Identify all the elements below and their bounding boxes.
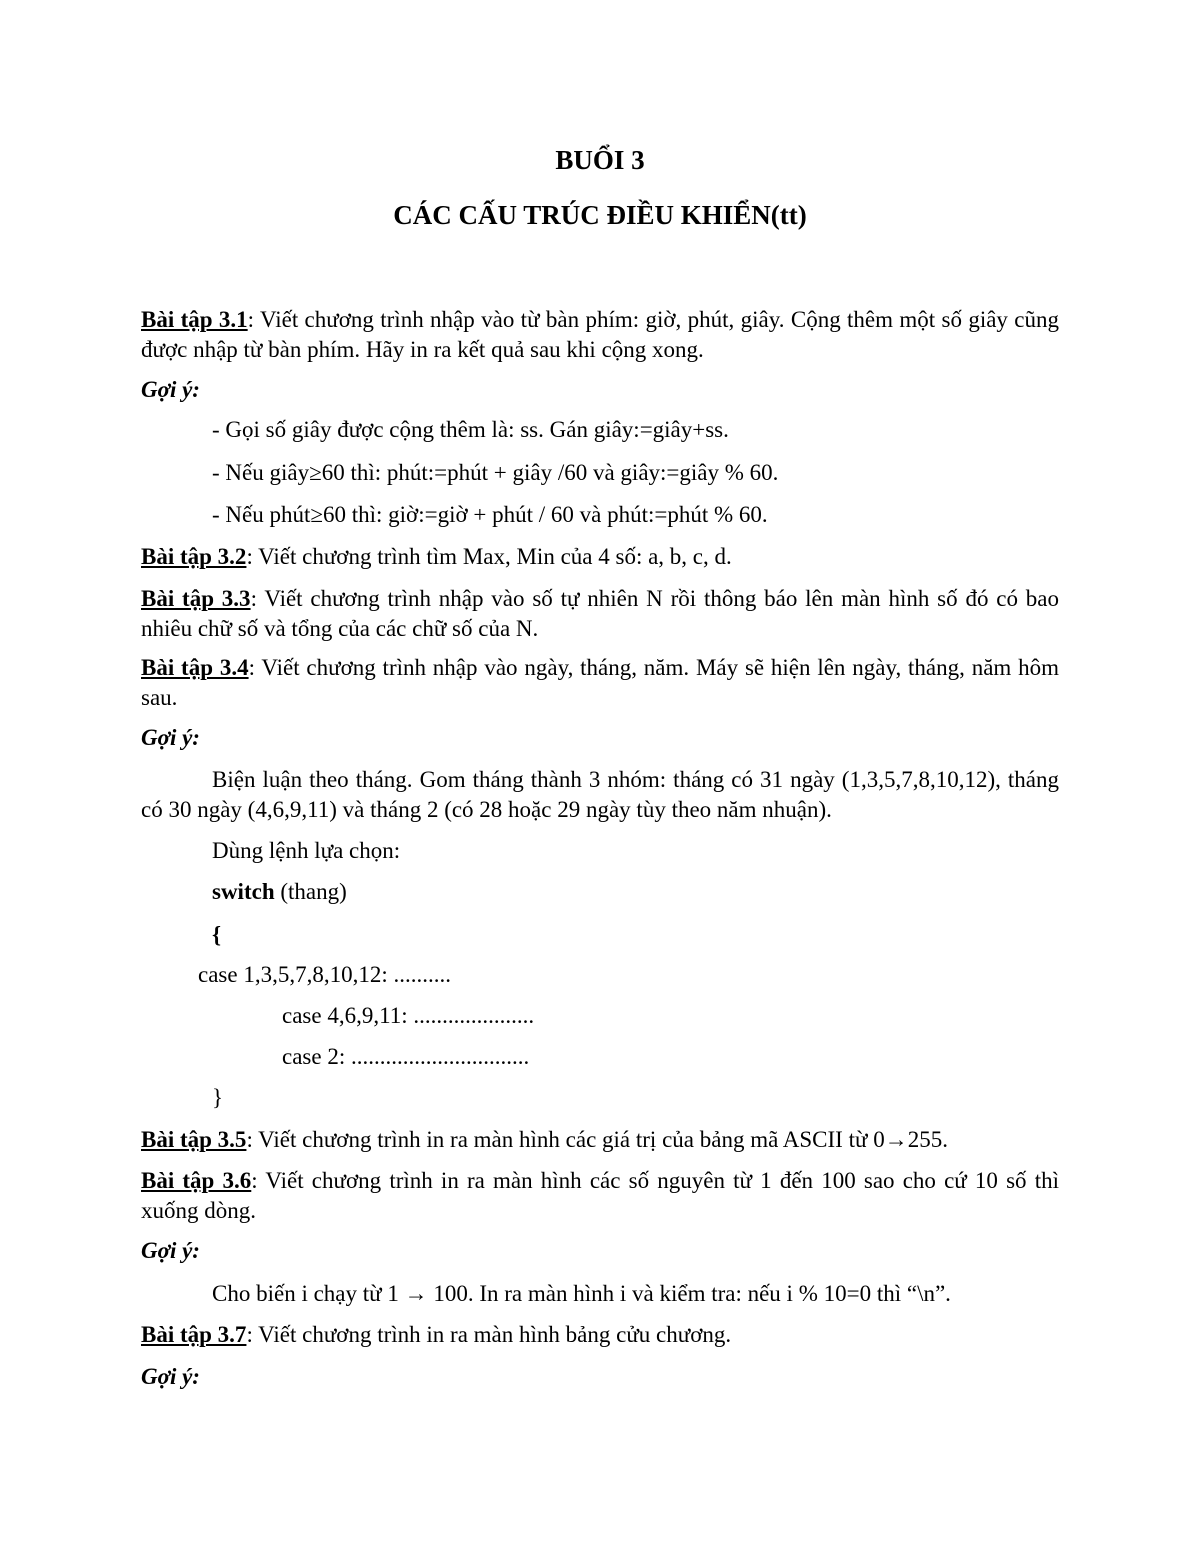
exercise-3-2 <box>141 542 732 572</box>
exercise-label: Bài tập 3.6 <box>141 1168 252 1193</box>
exercise-label: Bài tập 3.1 <box>141 307 248 332</box>
code-switch-line <box>212 877 347 907</box>
hint-label: Gợi ý: <box>141 725 200 750</box>
code-brace-open: { <box>212 922 222 947</box>
hint-use-command: Dùng lệnh lựa chọn: <box>212 838 401 863</box>
exercise-3-1 <box>141 305 1059 365</box>
hint-label: Gợi ý: <box>141 1238 200 1263</box>
hint-item: - Gọi số giây được cộng thêm là: ss. Gán giây:=giây+ss. <box>212 417 729 442</box>
page-subtitle: CÁC CẤU TRÚC ĐIỀU KHIỂN(tt) <box>393 200 807 230</box>
exercise-3-4 <box>141 653 1059 713</box>
hint-text: Cho biến i chạy từ 1 → 100. In ra màn hình i và kiểm tra: nếu i % 10=0 thì “\n”. <box>212 1281 951 1306</box>
hint-item: - Nếu phút≥60 thì: giờ:=giờ + phút / 60 và phút:=phút % 60. <box>212 502 768 527</box>
hint-item: - Nếu giây≥60 thì: phút:=phút + giây /60 và giây:=giây % 60. <box>212 460 779 485</box>
exercise-text: : Viết chương trình in ra màn hình các giá trị của bảng mã ASCII từ 0→255. <box>246 1127 948 1152</box>
exercise-text: : Viết chương trình in ra màn hình bảng cửu chương. <box>246 1322 732 1347</box>
code-argument: (thang) <box>274 879 347 904</box>
hint-label: Gợi ý: <box>141 377 200 402</box>
code-brace-close: } <box>212 1085 224 1110</box>
code-case-line: case 4,6,9,11: ..................... <box>282 1003 535 1028</box>
hint-label: Gợi ý: <box>141 1364 200 1389</box>
exercise-text: : Viết chương trình nhập vào số tự nhiên N rồi thông báo lên màn hình số đó có bao nhiêu chữ số và tổng của các chữ số của N. <box>141 586 1059 641</box>
exercise-3-7 <box>141 1320 731 1350</box>
exercise-text: : Viết chương trình tìm Max, Min của 4 số: a, b, c, d. <box>246 544 732 569</box>
hint-paragraph: Biện luận theo tháng. Gom tháng thành 3 nhóm: tháng có 31 ngày (1,3,5,7,8,10,12), tháng có 30 ngày (4,6,9,11) và tháng 2 (có 28 hoặc 29 ngày tùy theo năm nhuận). <box>141 767 1059 822</box>
code-case-line: case 2: ............................... <box>282 1044 530 1069</box>
exercise-3-3 <box>141 584 1059 644</box>
exercise-label: Bài tập 3.4 <box>141 655 249 680</box>
exercise-3-6 <box>141 1166 1059 1226</box>
exercise-label: Bài tập 3.3 <box>141 586 251 611</box>
code-keyword: switch <box>212 879 275 904</box>
code-case-line: case 1,3,5,7,8,10,12: .......... <box>198 962 451 987</box>
exercise-text: : Viết chương trình nhập vào ngày, tháng, năm. Máy sẽ hiện lên ngày, tháng, năm hôm sau. <box>141 655 1059 710</box>
exercise-label: Bài tập 3.2 <box>141 544 247 569</box>
exercise-text: : Viết chương trình nhập vào từ bàn phím: giờ, phút, giây. Cộng thêm một số giây cũng được nhập từ bàn phím. Hãy in ra kết quả sau khi cộng xong. <box>141 307 1059 362</box>
exercise-label: Bài tập 3.5 <box>141 1127 247 1152</box>
exercise-3-5 <box>141 1125 948 1155</box>
exercise-label: Bài tập 3.7 <box>141 1322 247 1347</box>
exercise-text: : Viết chương trình in ra màn hình các số nguyên từ 1 đến 100 sao cho cứ 10 số thì xuống dòng. <box>141 1168 1059 1223</box>
page-title: BUỔI 3 <box>555 145 645 175</box>
